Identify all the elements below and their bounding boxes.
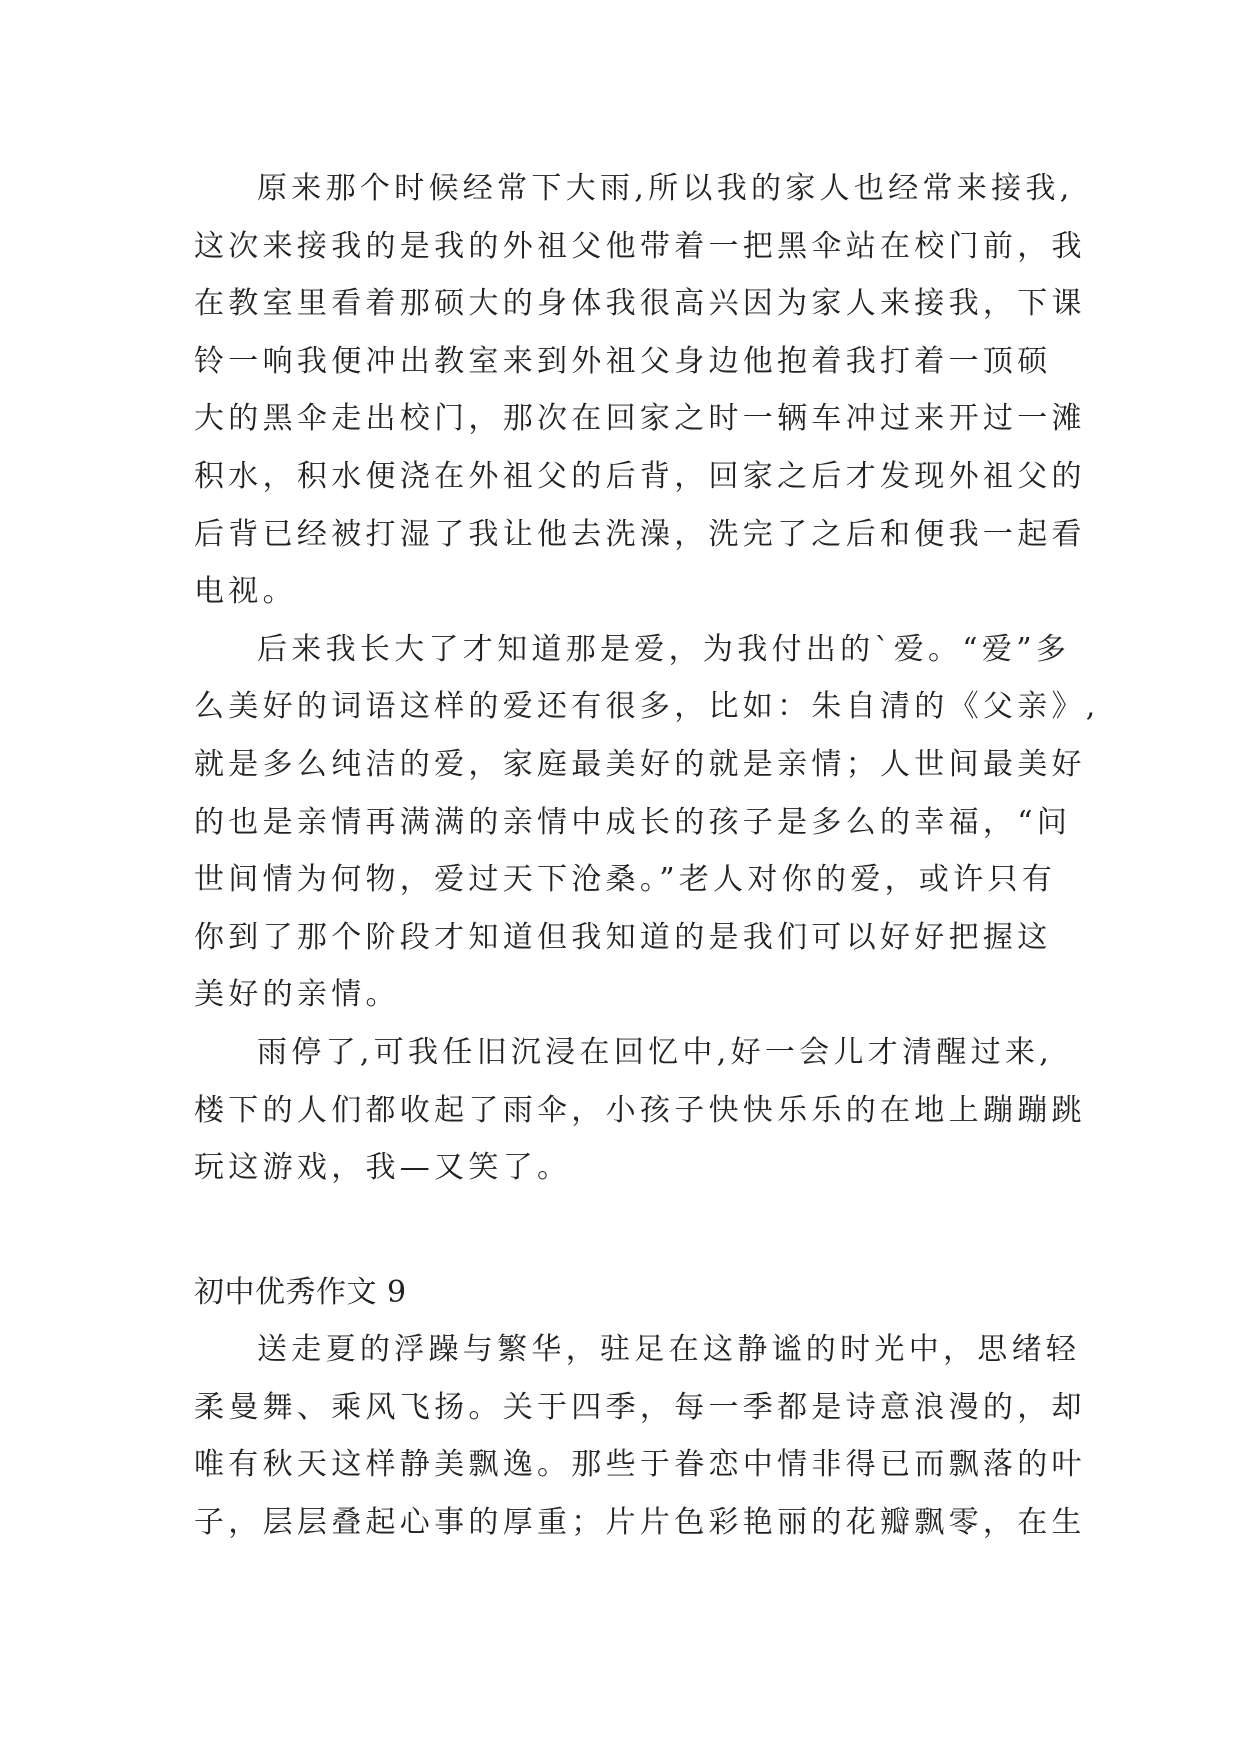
text-line: 电视。 — [194, 574, 297, 610]
paragraph-love-reflection — [194, 621, 1100, 1024]
text-line: 玩这游戏，我—又笑了。 — [194, 1150, 572, 1186]
paragraph-rain-stopped — [194, 1024, 1094, 1197]
text-line: 你到了那个阶段才知道但我知道的是我们可以好好把握这 — [194, 919, 1052, 955]
text-line: 送走夏的浮躁与繁华，驻足在这静谧的时光中，思绪轻 — [257, 1332, 1081, 1367]
text-line: 铃一响我便冲出教室来到外祖父身边他抱着我打着一顶硕 — [194, 343, 1052, 379]
text-line: 就是多么纯洁的爱，家庭最美好的就是亲情；人世间最美好 — [194, 746, 1086, 782]
paragraph-rain-memory — [194, 160, 1094, 621]
text-line: 柔曼舞、乘风飞扬。关于四季，每一季都是诗意浪漫的，却 — [194, 1389, 1086, 1425]
text-line: 美好的亲情。 — [194, 977, 400, 1013]
text-line: 楼下的人们都收起了雨伞，小孩子快快乐乐的在地上蹦蹦跳 — [194, 1092, 1086, 1128]
text-line: 原来那个时候经常下大雨,所以我的家人也经常来接我, — [257, 171, 1074, 206]
text-line: 么美好的词语这样的爱还有很多，比如：朱自清的《父亲》, — [194, 689, 1100, 725]
text-line: 在教室里看着那硕大的身体我很高兴因为家人来接我，下课 — [194, 286, 1086, 322]
text-line: 积水，积水便浇在外祖父的后背，回家之后才发现外祖父的 — [194, 458, 1086, 494]
text-line: 这次来接我的是我的外祖父他带着一把黑伞站在校门前，我 — [194, 228, 1086, 264]
text-line: 唯有秋天这样静美飘逸。那些于眷恋中情非得已而飘落的叶 — [194, 1447, 1086, 1483]
text-line: 后来我长大了才知道那是爱，为我付出的`爱。“爱”多 — [257, 631, 1071, 667]
text-line: 大的黑伞走出校门，那次在回家之时一辆车冲过来开过一滩 — [194, 401, 1086, 437]
section-heading: 初中优秀作文 9 — [194, 1275, 407, 1310]
text-line: 子，层层叠起心事的厚重；片片色彩艳丽的花瓣飘零，在生 — [194, 1504, 1086, 1540]
text-line: 雨停了,可我任旧沉浸在回忆中,好一会儿才清醒过来, — [257, 1034, 1054, 1070]
document-body — [194, 160, 1100, 1540]
text-line: 的也是亲情再满满的亲情中成长的孩子是多么的幸福，“问 — [194, 804, 1072, 840]
paragraph-autumn — [194, 1321, 1094, 1551]
text-line: 世间情为何物，爱过天下沧桑。”老人对你的爱，或许只有 — [194, 862, 1057, 898]
text-line: 后背已经被打湿了我让他去洗澡，洗完了之后和便我一起看 — [194, 516, 1086, 552]
